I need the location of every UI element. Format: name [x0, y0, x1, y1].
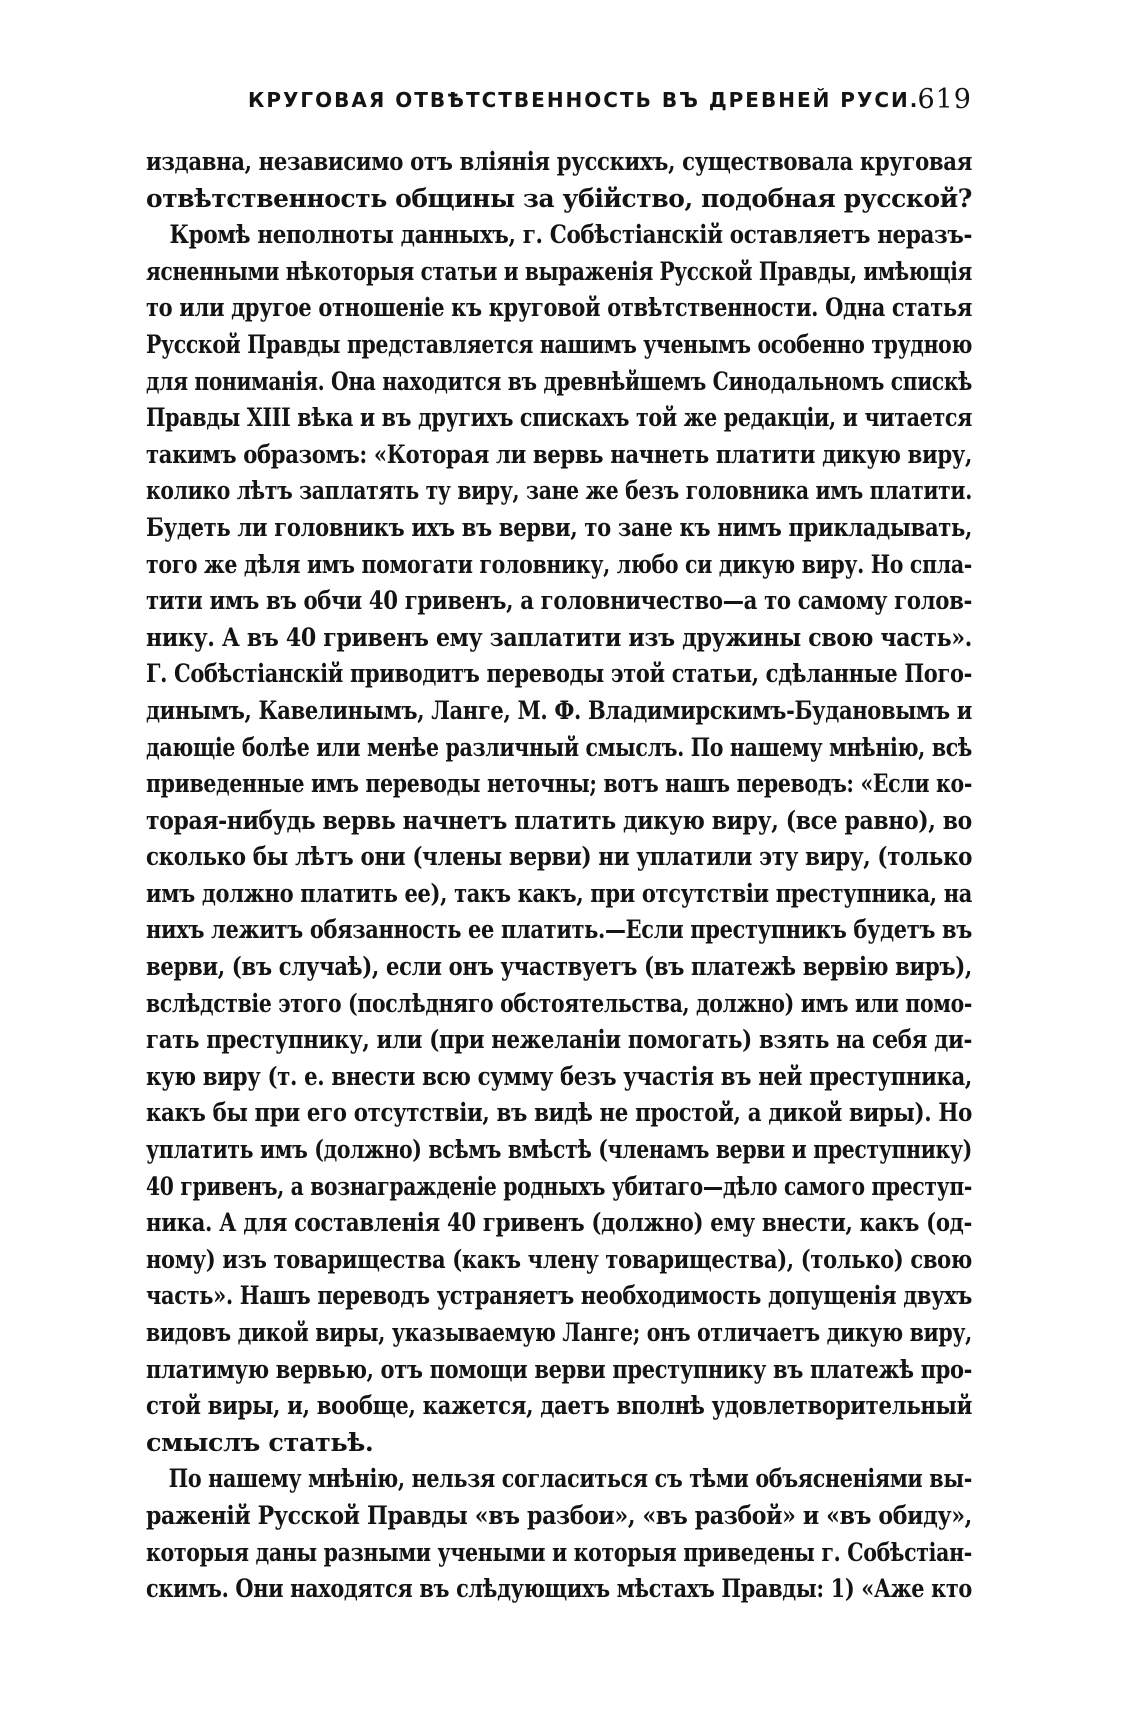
text-line: нихъ лежитъ обязанность ее платить.—Если преступникъ будетъ въ [146, 915, 973, 946]
text-body [146, 144, 972, 1608]
text-line: уплатить имъ (должно) всѣмъ вмѣстѣ (членамъ верви и преступнику) [146, 1135, 973, 1166]
text-line: торая-нибудь вервь начнетъ платить дикую виру, (все равно), во [146, 805, 972, 836]
page-number: 619 [917, 84, 972, 115]
text-line: какъ бы при его отсутствіи, въ видѣ не простой, а дикой виры). Но [146, 1098, 973, 1129]
paragraph-1 [146, 144, 972, 217]
text-line: того же дѣля имъ помогати головнику, любо си дикую виру. Но спла- [146, 549, 972, 580]
text-line: Г. Собѣстіанскій приводитъ переводы этой статьи, сдѣланные Пого- [146, 659, 972, 690]
text-line: Будеть ли головникъ ихъ въ верви, то зане къ нимъ прикладывать, [146, 512, 973, 543]
text-line: сколько бы лѣтъ они (члены верви) ни уплатили эту виру, (только [146, 842, 973, 873]
text-line: имъ должно платить ее), такъ какъ, при отсутствіи преступника, на [146, 878, 973, 909]
text-line: такимъ образомъ: «Которая ли вервь начнеть платити дикую виру, [146, 439, 972, 470]
text-line: для пониманія. Она находится въ древнѣйшемъ Синодальномъ спискѣ [146, 366, 973, 397]
text-line: издавна, независимо отъ вліянія русскихъ, существовала круговая [146, 147, 973, 177]
text-line: отвѣтственность общины за убійство, подобная русской? [146, 183, 973, 214]
text-line: платимую вервью, отъ помощи верви преступнику въ платежѣ про- [146, 1354, 973, 1385]
text-line: раженій Русской Правды «въ разбои», «въ разбой» и «въ обиду», [146, 1500, 972, 1531]
text-line: Русской Правды представляется нашимъ ученымъ особенно трудною [146, 329, 973, 360]
text-line: смыслъ статьѣ. [146, 1427, 374, 1458]
text-line: Кромѣ неполноты данныхъ, г. Собѣстіанскій оставляетъ неразъ- [169, 220, 973, 251]
paragraph-3 [146, 1461, 972, 1607]
text-line: колико лѣтъ заплатять ту виру, зане же безъ головника имъ платити. [146, 476, 972, 507]
text-line: По нашему мнѣнію, нельзя согласиться съ тѣми объясненіями вы- [168, 1464, 972, 1495]
text-line: то или другое отношеніе къ круговой отвѣтственности. Одна статья [146, 293, 972, 324]
text-line: ному) изъ товарищества (какъ члену товарищества), (только) свою [146, 1244, 973, 1275]
text-line: приведенные имъ переводы неточны; вотъ нашъ переводъ: «Если ко- [146, 769, 972, 800]
running-head [146, 84, 972, 120]
text-line: скимъ. Они находятся въ слѣдующихъ мѣстахъ Правды: 1) «Аже кто [146, 1574, 972, 1605]
text-line: дающіе болѣе или менѣе различный смыслъ. По нашему мнѣнію, всѣ [146, 732, 972, 763]
text-line: видовъ дикой виры, указываемую Ланге; онъ отличаетъ дикую виру, [146, 1318, 972, 1348]
paragraph-2 [146, 217, 972, 1461]
text-line: кую виру (т. е. внести всю сумму безъ участія въ ней преступника, [146, 1061, 972, 1092]
text-line: часть». Нашъ переводъ устраняетъ необходимость допущенія двухъ [146, 1281, 973, 1312]
text-line: стой виры, и, вообще, кажется, даетъ вполнѣ удовлетворительный [146, 1391, 973, 1422]
text-line: динымъ, Кавелинымъ, Ланге, М. Ф. Владимирскимъ-Будановымъ и [146, 695, 973, 726]
text-line: верви, (въ случаѣ), если онъ участвуетъ (въ платежѣ вервію виръ), [146, 952, 972, 983]
text-line: вслѣдствіе этого (послѣдняго обстоятельства, должно) имъ или помо- [146, 988, 972, 1019]
text-line: нику. А въ 40 гривенъ ему заплатити изъ дружины свою часть». [146, 622, 973, 653]
text-line: ясненными нѣкоторыя статьи и выраженія Русской Правды, имѣющія [146, 256, 973, 287]
text-line: которыя даны разными учеными и которыя приведены г. Собѣстіан- [146, 1537, 972, 1568]
text-line: 40 гривенъ, а вознагражденіе родныхъ убитаго—дѣло самого преступ- [146, 1171, 972, 1202]
text-line: Правды XIII вѣка и въ другихъ спискахъ той же редакціи, и читается [146, 403, 973, 434]
running-title: КРУГОВАЯ ОТВѢТСТВЕННОСТЬ ВЪ ДРЕВНЕЙ РУСИ. [248, 88, 920, 112]
text-line: гать преступнику, или (при нежеланіи помогать) взять на себя ди- [146, 1025, 972, 1056]
text-line: ника. А для составленія 40 гривенъ (должно) ему внести, какъ (од- [146, 1208, 972, 1239]
text-line: тити имъ въ обчи 40 гривенъ, а головничество—а то самому голов- [146, 586, 973, 617]
